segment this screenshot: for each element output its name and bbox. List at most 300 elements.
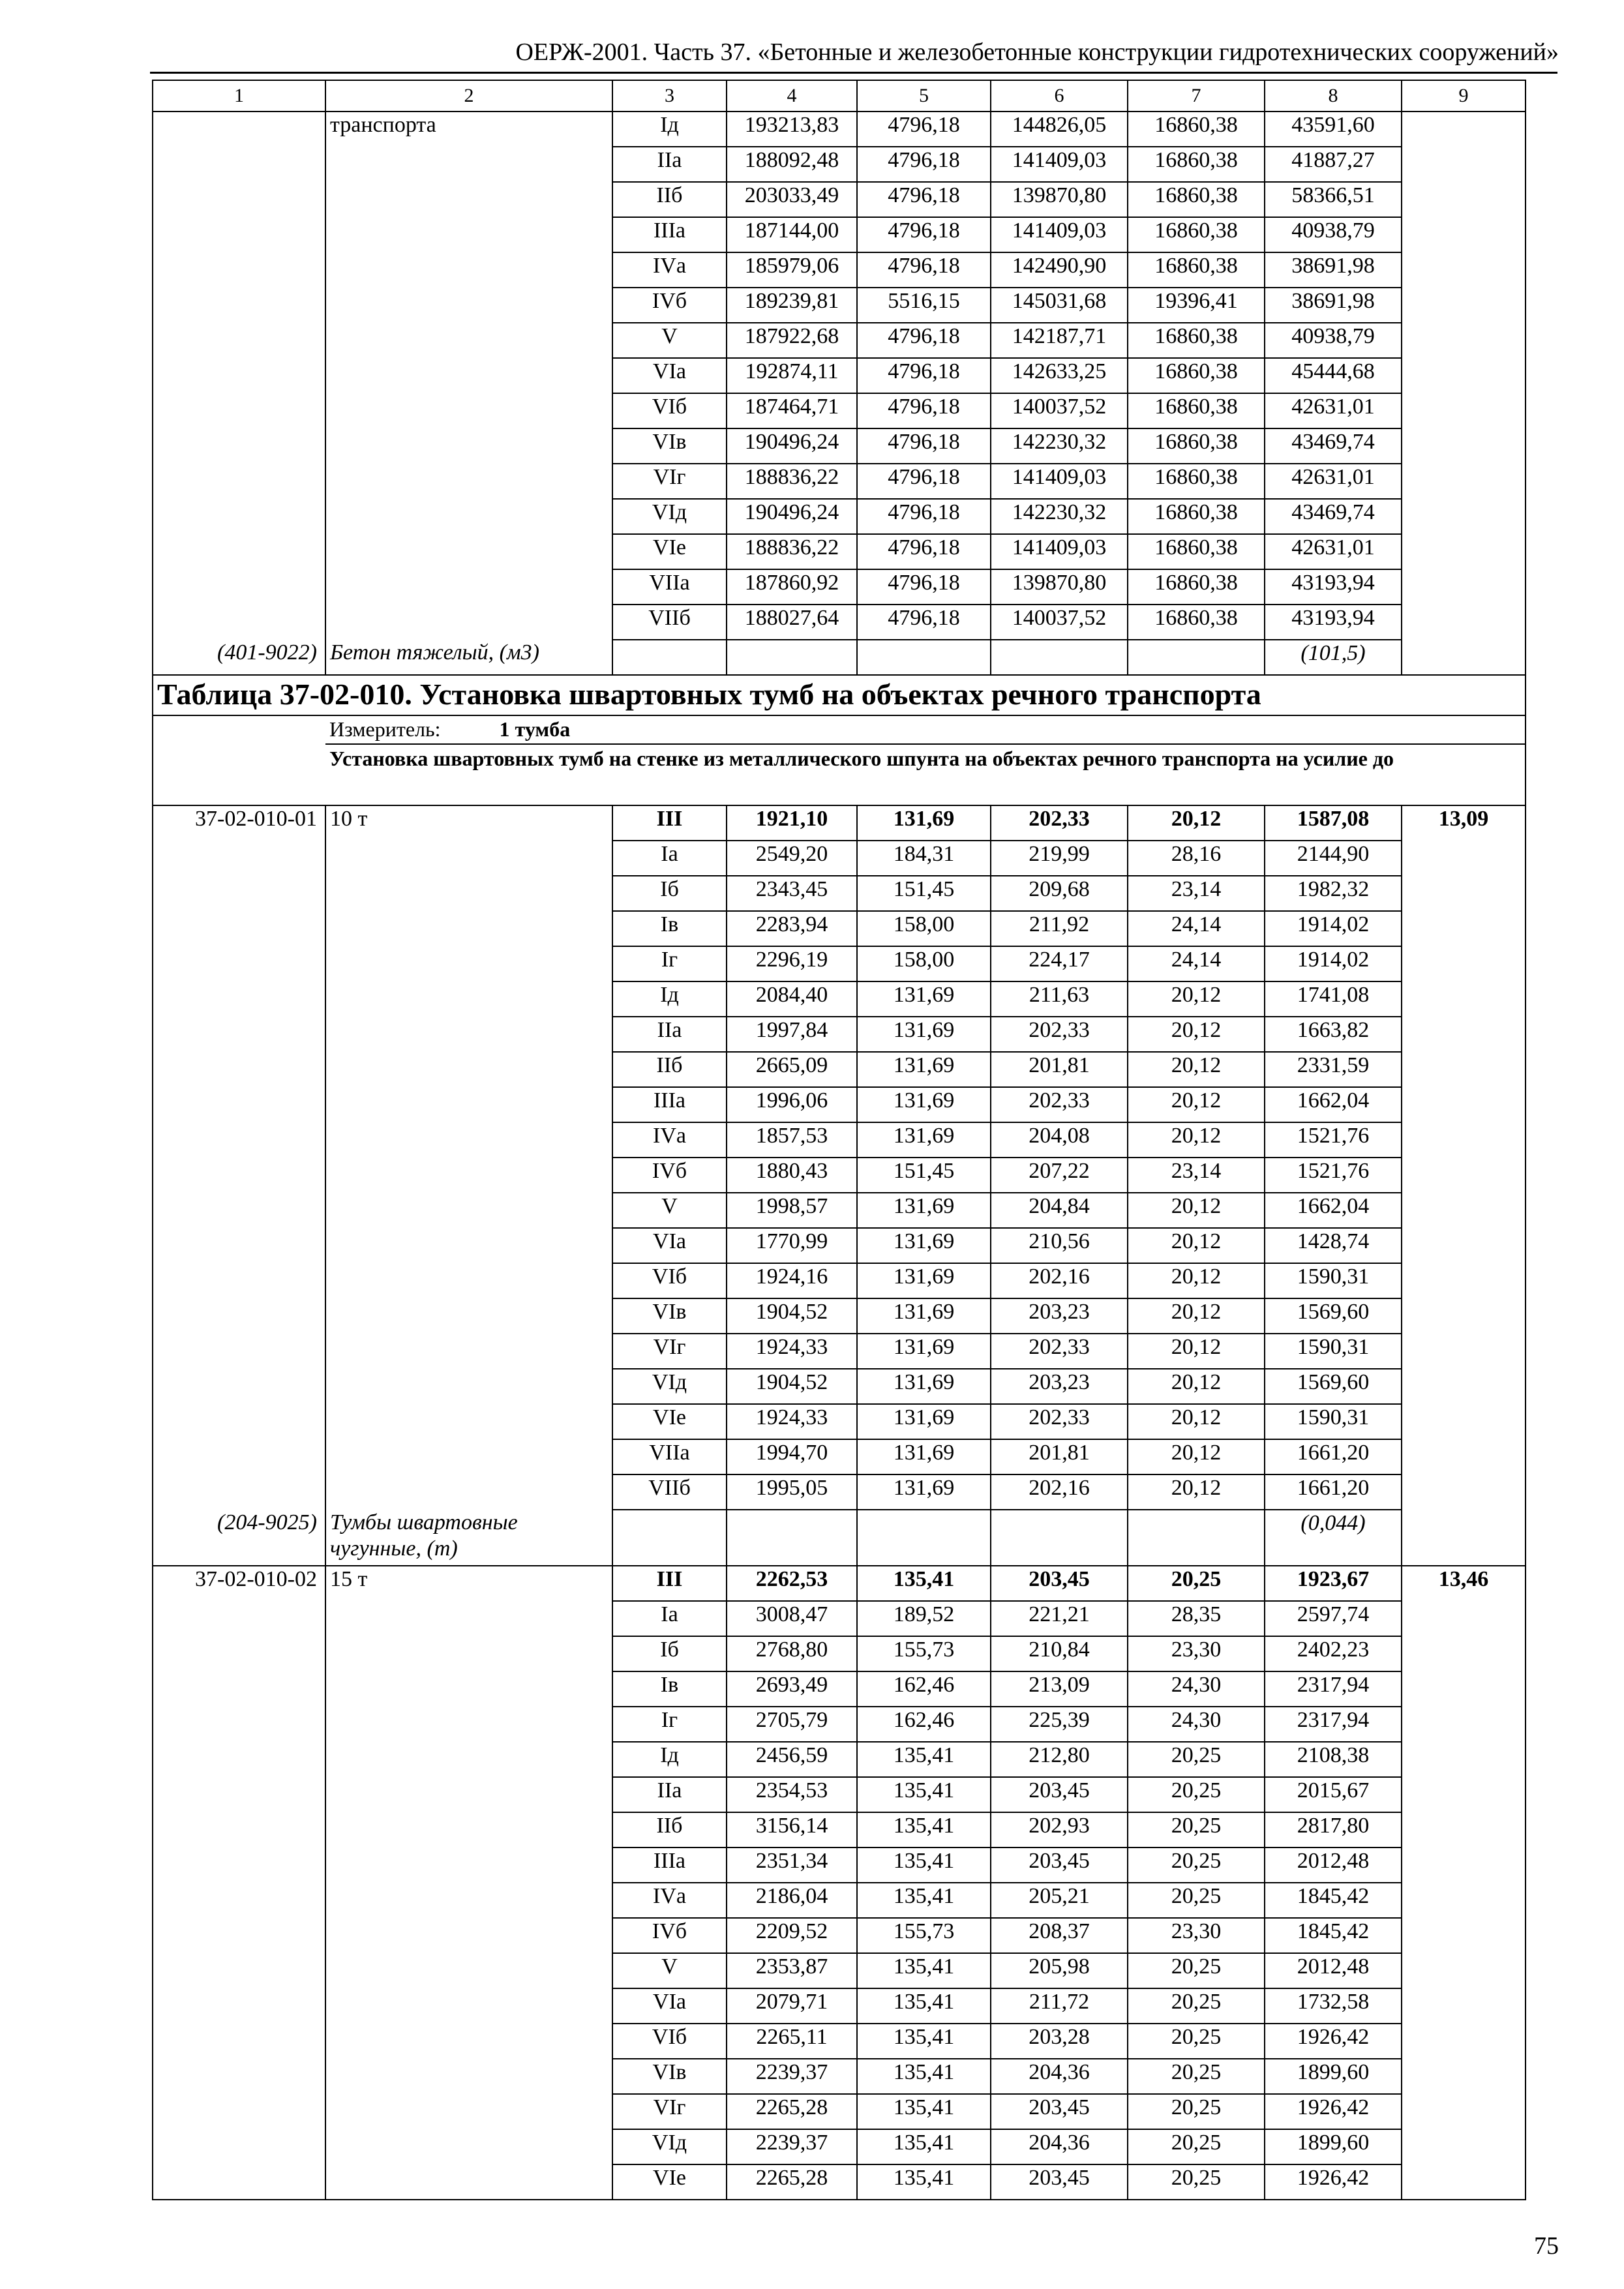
cell-value: 135,41 — [857, 1777, 991, 1812]
table-row — [153, 1988, 1526, 2024]
page-number: 75 — [1534, 2232, 1559, 2260]
cell-value: 20,12 — [1128, 805, 1265, 841]
cell-zone: Iд — [612, 1742, 727, 1777]
cell-zone: Iв — [612, 911, 727, 946]
cell-value: 16860,38 — [1128, 605, 1265, 640]
cell-col9 — [1402, 288, 1526, 323]
cell-value: 1662,04 — [1265, 1087, 1402, 1122]
cell-name — [325, 911, 612, 946]
cell-value: 4796,18 — [857, 393, 991, 428]
cell-col9 — [1402, 1707, 1526, 1742]
cell-value: 1662,04 — [1265, 1193, 1402, 1228]
cell-code — [153, 1883, 325, 1918]
cell-code — [153, 1777, 325, 1812]
cell-name — [325, 1601, 612, 1636]
cell-value: 2265,11 — [727, 2024, 857, 2059]
cell-value: 42631,01 — [1265, 393, 1402, 428]
cell-value: 1994,70 — [727, 1439, 857, 1474]
cell-value: 20,25 — [1128, 2024, 1265, 2059]
table-row — [153, 841, 1526, 876]
cell-zone: IIа — [612, 147, 727, 182]
cell-value: 131,69 — [857, 1439, 991, 1474]
cell-value: 135,41 — [857, 1883, 991, 1918]
cell-zone: Iб — [612, 1636, 727, 1671]
table-row — [153, 1228, 1526, 1263]
cell-col9 — [1402, 605, 1526, 640]
cell-code — [153, 1439, 325, 1474]
cell-value: 24,30 — [1128, 1671, 1265, 1707]
cell-zone: VIв — [612, 428, 727, 464]
cell-value: 135,41 — [857, 1566, 991, 1601]
cell-zone: IIб — [612, 1812, 727, 1848]
cell-value: 28,16 — [1128, 841, 1265, 876]
cell-code — [153, 1812, 325, 1848]
cell-value: 1924,16 — [727, 1263, 857, 1298]
cell-value: 2084,40 — [727, 981, 857, 1017]
cell-code: 37-02-010-01 — [153, 805, 325, 841]
cell-col9 — [1402, 1439, 1526, 1474]
cell-name: транспорта — [325, 112, 612, 147]
cell-value: 135,41 — [857, 1988, 991, 2024]
cell-code — [153, 981, 325, 1017]
table-row — [153, 1158, 1526, 1193]
cell-value: 189,52 — [857, 1601, 991, 1636]
cell-name — [325, 1404, 612, 1439]
cell-value: 140037,52 — [991, 605, 1128, 640]
cell-zone: V — [612, 323, 727, 358]
cell-col9 — [1402, 534, 1526, 569]
cell-col9 — [1402, 1474, 1526, 1510]
cell-value: 1590,31 — [1265, 1334, 1402, 1369]
cell-value: 2317,94 — [1265, 1671, 1402, 1707]
column-number: 9 — [1402, 80, 1526, 112]
cell-value: 58366,51 — [1265, 182, 1402, 217]
cell-name — [325, 1369, 612, 1404]
cell-value: 131,69 — [857, 1404, 991, 1439]
cell-zone: V — [612, 1193, 727, 1228]
cell-value: 210,56 — [991, 1228, 1128, 1263]
cell-value: 20,25 — [1128, 1742, 1265, 1777]
cell-zone: Iд — [612, 981, 727, 1017]
cell-value: 1914,02 — [1265, 946, 1402, 981]
resource-row — [153, 1510, 1526, 1566]
table-row — [153, 323, 1526, 358]
cell-value: 141409,03 — [991, 464, 1128, 499]
cell-col9 — [1402, 2094, 1526, 2129]
column-number: 6 — [991, 80, 1128, 112]
cell-code — [153, 288, 325, 323]
cell-value: 2331,59 — [1265, 1052, 1402, 1087]
cell-code — [153, 876, 325, 911]
cell-value: 4796,18 — [857, 358, 991, 393]
cell-value: 211,63 — [991, 981, 1128, 1017]
cell-value: 4796,18 — [857, 534, 991, 569]
cell-code — [153, 2059, 325, 2094]
cell-name — [325, 534, 612, 569]
cell-value: 142230,32 — [991, 499, 1128, 534]
cell-value: 2768,80 — [727, 1636, 857, 1671]
cell-zone: IIб — [612, 1052, 727, 1087]
cell-value: 145031,68 — [991, 288, 1128, 323]
cell-col9 — [1402, 1087, 1526, 1122]
cell-value: 2265,28 — [727, 2164, 857, 2200]
cell-value: 20,25 — [1128, 2094, 1265, 2129]
cell-col9 — [1402, 1812, 1526, 1848]
cell-name — [325, 876, 612, 911]
cell-code — [153, 1404, 325, 1439]
cell-value: 2283,94 — [727, 911, 857, 946]
cell-value: 1921,10 — [727, 805, 857, 841]
cell-value: 1899,60 — [1265, 2059, 1402, 2094]
cell-value: 20,12 — [1128, 1404, 1265, 1439]
cell-code — [153, 2024, 325, 2059]
cell-value: 41887,27 — [1265, 147, 1402, 182]
cell-empty — [857, 1510, 991, 1566]
cell-value: 2144,90 — [1265, 841, 1402, 876]
cell-value: 135,41 — [857, 2024, 991, 2059]
cell-zone: VIд — [612, 499, 727, 534]
cell-name — [325, 1636, 612, 1671]
cell-name — [325, 147, 612, 182]
table-row — [153, 358, 1526, 393]
cell-code — [153, 569, 325, 605]
cell-value: 1590,31 — [1265, 1263, 1402, 1298]
cell-empty — [857, 640, 991, 675]
cell-code — [153, 428, 325, 464]
table-row — [153, 911, 1526, 946]
cell-value: 131,69 — [857, 1334, 991, 1369]
cell-value: 43193,94 — [1265, 569, 1402, 605]
cell-value: 1569,60 — [1265, 1369, 1402, 1404]
cell-zone: VIIа — [612, 1439, 727, 1474]
cell-name — [325, 946, 612, 981]
cell-value: 20,12 — [1128, 1263, 1265, 1298]
cell-value: 3008,47 — [727, 1601, 857, 1636]
table-row — [153, 1017, 1526, 1052]
cell-code — [153, 2094, 325, 2129]
cell-value: 16860,38 — [1128, 147, 1265, 182]
cell-col9 — [1402, 2059, 1526, 2094]
cell-value: 38691,98 — [1265, 288, 1402, 323]
cell-col9 — [1402, 1953, 1526, 1988]
cell-value: 1590,31 — [1265, 1404, 1402, 1439]
cell-zone: IIIа — [612, 1087, 727, 1122]
cell-value: 16860,38 — [1128, 464, 1265, 499]
column-number: 7 — [1128, 80, 1265, 112]
cell-value: 24,14 — [1128, 946, 1265, 981]
cell-value: 131,69 — [857, 1298, 991, 1334]
resource-name: Тумбы швартовные чугунные, (т) — [325, 1510, 612, 1566]
cell-zone: IIа — [612, 1777, 727, 1812]
cell-value: 201,81 — [991, 1439, 1128, 1474]
column-number: 2 — [325, 80, 612, 112]
cell-value: 20,25 — [1128, 1883, 1265, 1918]
cell-zone: Iа — [612, 841, 727, 876]
table-row — [153, 147, 1526, 182]
cell-col9: 13,46 — [1402, 1566, 1526, 1601]
cell-code — [153, 946, 325, 981]
cell-value: 131,69 — [857, 1228, 991, 1263]
cell-value: 139870,80 — [991, 569, 1128, 605]
cell-value: 42631,01 — [1265, 534, 1402, 569]
table-row — [153, 393, 1526, 428]
cell-value: 203,45 — [991, 1566, 1128, 1601]
cell-value: 2665,09 — [727, 1052, 857, 1087]
cell-name — [325, 1228, 612, 1263]
table-row — [153, 2094, 1526, 2129]
cell-col9 — [1402, 1601, 1526, 1636]
cell-zone: Iд — [612, 112, 727, 147]
cell-col9 — [1402, 393, 1526, 428]
cell-value: 131,69 — [857, 1052, 991, 1087]
cell-zone: IVб — [612, 1158, 727, 1193]
cell-value: 151,45 — [857, 1158, 991, 1193]
cell-value: 2597,74 — [1265, 1601, 1402, 1636]
cell-code — [153, 1052, 325, 1087]
cell-zone: VIг — [612, 464, 727, 499]
cell-value: 4796,18 — [857, 112, 991, 147]
cell-value: 142187,71 — [991, 323, 1128, 358]
cell-value: 20,12 — [1128, 1122, 1265, 1158]
cell-zone: Iа — [612, 1601, 727, 1636]
cell-value: 202,16 — [991, 1263, 1128, 1298]
cell-value: 188027,64 — [727, 605, 857, 640]
cell-code — [153, 2164, 325, 2200]
cell-empty — [1128, 640, 1265, 675]
cell-value: 1996,06 — [727, 1087, 857, 1122]
cell-value: 1924,33 — [727, 1404, 857, 1439]
cell-code — [153, 147, 325, 182]
cell-zone: IIа — [612, 1017, 727, 1052]
table-row — [153, 464, 1526, 499]
cell-code — [153, 2129, 325, 2164]
cell-value: 131,69 — [857, 805, 991, 841]
cell-value: 162,46 — [857, 1707, 991, 1742]
cell-code — [153, 1158, 325, 1193]
cell-name — [325, 358, 612, 393]
cell-value: 23,14 — [1128, 1158, 1265, 1193]
cell-value: 224,17 — [991, 946, 1128, 981]
column-number: 1 — [153, 80, 325, 112]
cell-value: 184,31 — [857, 841, 991, 876]
cell-col9 — [1402, 1848, 1526, 1883]
cell-value: 40938,79 — [1265, 323, 1402, 358]
resource-name: Бетон тяжелый, (м3) — [325, 640, 612, 675]
cell-value: 2402,23 — [1265, 1636, 1402, 1671]
table-row — [153, 1707, 1526, 1742]
cell-code — [153, 182, 325, 217]
table-row — [153, 946, 1526, 981]
cell-name — [325, 1742, 612, 1777]
cell-name — [325, 1848, 612, 1883]
cell-value: 1587,08 — [1265, 805, 1402, 841]
cell-value: 38691,98 — [1265, 252, 1402, 288]
cell-value: 155,73 — [857, 1918, 991, 1953]
cell-value: 219,99 — [991, 841, 1128, 876]
cell-value: 201,81 — [991, 1052, 1128, 1087]
cell-value: 202,33 — [991, 1334, 1128, 1369]
cell-code — [153, 217, 325, 252]
cell-value: 24,14 — [1128, 911, 1265, 946]
table-row — [153, 1122, 1526, 1158]
cell-value: 144826,05 — [991, 112, 1128, 147]
cell-value: 20,12 — [1128, 1017, 1265, 1052]
column-number: 8 — [1265, 80, 1402, 112]
cell-code — [153, 1918, 325, 1953]
cell-empty — [612, 640, 727, 675]
cell-code — [153, 1636, 325, 1671]
cell-name — [325, 1812, 612, 1848]
cell-value: 211,72 — [991, 1988, 1128, 2024]
measure-row — [153, 715, 1526, 744]
cell-value: 1899,60 — [1265, 2129, 1402, 2164]
cell-value: 2265,28 — [727, 2094, 857, 2129]
column-number: 5 — [857, 80, 991, 112]
cell-value: 1904,52 — [727, 1369, 857, 1404]
table-row — [153, 981, 1526, 1017]
cell-name — [325, 1087, 612, 1122]
cell-value: 2351,34 — [727, 1848, 857, 1883]
table-row — [153, 1953, 1526, 1988]
cell-col9 — [1402, 252, 1526, 288]
cell-col9 — [1402, 358, 1526, 393]
cell-col9 — [1402, 323, 1526, 358]
cell-value: 203,28 — [991, 2024, 1128, 2059]
cell-value: 203033,49 — [727, 182, 857, 217]
cell-value: 1569,60 — [1265, 1298, 1402, 1334]
cell-value: 202,33 — [991, 805, 1128, 841]
table-row — [153, 499, 1526, 534]
cell-col9 — [1402, 1017, 1526, 1052]
cell-name — [325, 1707, 612, 1742]
cell-value: 208,37 — [991, 1918, 1128, 1953]
cell-zone: VIв — [612, 2059, 727, 2094]
cell-value: 135,41 — [857, 1848, 991, 1883]
cell-value: 43591,60 — [1265, 112, 1402, 147]
cell-value: 1661,20 — [1265, 1474, 1402, 1510]
resource-row — [153, 640, 1526, 675]
cell-value: 20,12 — [1128, 1052, 1265, 1087]
cell-value: 1663,82 — [1265, 1017, 1402, 1052]
cell-value: 20,12 — [1128, 1193, 1265, 1228]
table-row — [153, 1636, 1526, 1671]
cell-value: 23,30 — [1128, 1918, 1265, 1953]
cell-value: 203,45 — [991, 2164, 1128, 2200]
table-row — [153, 1334, 1526, 1369]
cell-value: 187144,00 — [727, 217, 857, 252]
cell-value: 141409,03 — [991, 147, 1128, 182]
cell-value: 43469,74 — [1265, 428, 1402, 464]
cell-value: 2354,53 — [727, 1777, 857, 1812]
cell-value: 185979,06 — [727, 252, 857, 288]
cell-value: 20,25 — [1128, 2164, 1265, 2200]
cell-name — [325, 1298, 612, 1334]
cell-value: 209,68 — [991, 876, 1128, 911]
cell-value: 1770,99 — [727, 1228, 857, 1263]
cell-value: 162,46 — [857, 1671, 991, 1707]
cell-zone: IIIа — [612, 217, 727, 252]
cell-value: 2079,71 — [727, 1988, 857, 2024]
cell-col9 — [1402, 1883, 1526, 1918]
cell-value: 131,69 — [857, 1017, 991, 1052]
cell-name — [325, 182, 612, 217]
cell-name — [325, 2059, 612, 2094]
cell-empty — [727, 640, 857, 675]
table-row — [153, 534, 1526, 569]
cell-value: 1914,02 — [1265, 911, 1402, 946]
cell-value: 203,45 — [991, 2094, 1128, 2129]
table-row — [153, 1439, 1526, 1474]
cell-value: 5516,15 — [857, 288, 991, 323]
table-row — [153, 1298, 1526, 1334]
cell-zone: Iб — [612, 876, 727, 911]
resource-qty: (0,044) — [1265, 1510, 1402, 1566]
cell-col9 — [1402, 981, 1526, 1017]
cell-value: 203,23 — [991, 1298, 1128, 1334]
subheading-row — [153, 744, 1526, 805]
cell-col9 — [1402, 1228, 1526, 1263]
table-row — [153, 182, 1526, 217]
cell-value: 16860,38 — [1128, 182, 1265, 217]
cell-value: 16860,38 — [1128, 217, 1265, 252]
cell-col9 — [1402, 2129, 1526, 2164]
cell-name — [325, 393, 612, 428]
cell-name — [325, 1777, 612, 1812]
cell-value: 23,14 — [1128, 876, 1265, 911]
cell-code — [153, 1087, 325, 1122]
cell-col9 — [1402, 1158, 1526, 1193]
cell-value: 2817,80 — [1265, 1812, 1402, 1848]
cell-value: 187860,92 — [727, 569, 857, 605]
cell-zone: IIб — [612, 182, 727, 217]
cell-col9 — [1402, 1263, 1526, 1298]
cell-value: 4796,18 — [857, 217, 991, 252]
cell-col9 — [1402, 112, 1526, 147]
cell-code — [153, 1298, 325, 1334]
cell-value: 1741,08 — [1265, 981, 1402, 1017]
cell-value: 1924,33 — [727, 1334, 857, 1369]
cell-value: 188836,22 — [727, 534, 857, 569]
cell-value: 20,25 — [1128, 2129, 1265, 2164]
cell-value: 2296,19 — [727, 946, 857, 981]
cell-col9 — [1402, 2024, 1526, 2059]
table-row — [153, 428, 1526, 464]
cell-zone: VIб — [612, 393, 727, 428]
cell-name — [325, 323, 612, 358]
cell-value: 2353,87 — [727, 1953, 857, 1988]
cell-name — [325, 981, 612, 1017]
cell-value: 213,09 — [991, 1671, 1128, 1707]
table-row — [153, 1369, 1526, 1404]
cell-value: 131,69 — [857, 1193, 991, 1228]
table-row — [153, 1812, 1526, 1848]
cell-value: 1998,57 — [727, 1193, 857, 1228]
cell-value: 205,21 — [991, 1883, 1128, 1918]
cell-value: 20,25 — [1128, 1777, 1265, 1812]
cell-code — [153, 112, 325, 147]
cell-value: 1521,76 — [1265, 1158, 1402, 1193]
cell-value: 203,23 — [991, 1369, 1128, 1404]
cell-code — [153, 1707, 325, 1742]
cell-value: 204,84 — [991, 1193, 1128, 1228]
cell-value: 135,41 — [857, 2094, 991, 2129]
cell-zone: VIIб — [612, 1474, 727, 1510]
cell-code — [153, 1601, 325, 1636]
cell-zone: IVа — [612, 1883, 727, 1918]
cell-zone: VIв — [612, 1298, 727, 1334]
cell-value: 20,12 — [1128, 1439, 1265, 1474]
cell-code — [153, 323, 325, 358]
